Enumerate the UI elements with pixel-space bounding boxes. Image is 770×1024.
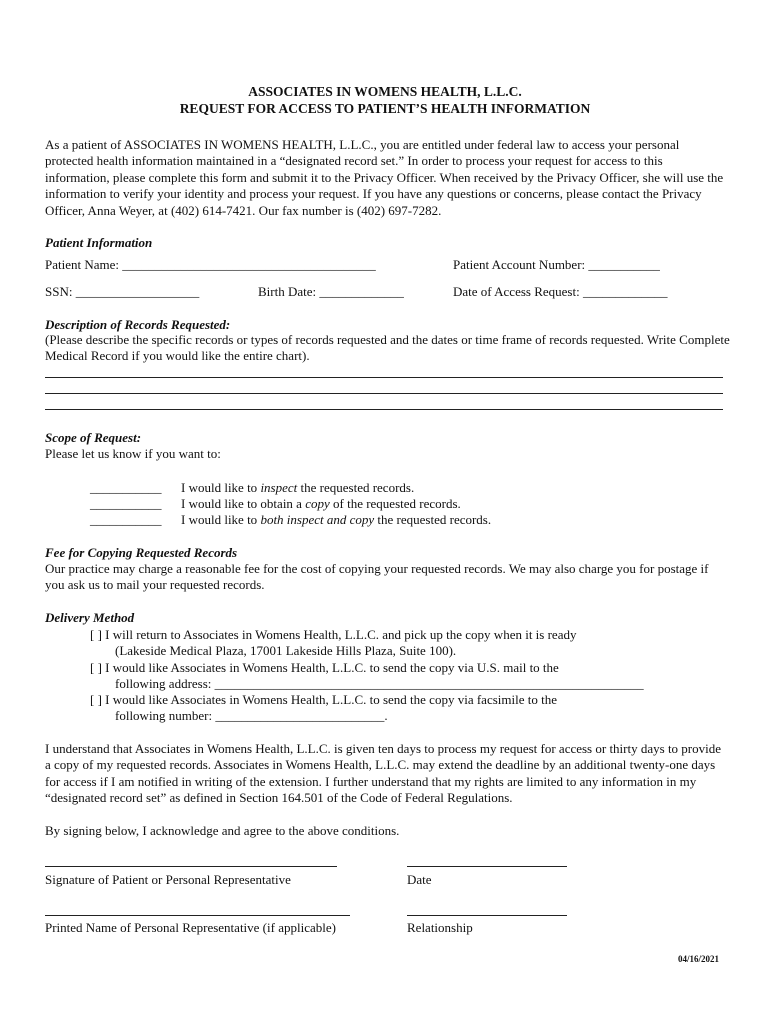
patient-name-field[interactable]: Patient Name: _______________________________________ — [45, 257, 376, 272]
records-heading: Description of Records Requested: — [45, 317, 231, 332]
birth-date-field[interactable]: Birth Date: _____________ — [258, 284, 404, 299]
date-label: Date — [407, 872, 432, 887]
acknowledge-text: By signing below, I acknowledge and agree to the above conditions. — [45, 823, 400, 838]
delivery-fax-number-field[interactable]: following number: __________________________. — [115, 708, 388, 723]
scope-intro: Please let us know if you want to: — [45, 446, 221, 461]
scope-option-both-blank[interactable]: ___________ — [90, 512, 162, 527]
form-subtitle: REQUEST FOR ACCESS TO PATIENT’S HEALTH INFORMATION — [179, 101, 591, 116]
scope-heading: Scope of Request: — [45, 430, 142, 445]
delivery-option-pickup[interactable]: [ ] I will return to Associates in Womens Health, L.L.C. and pick up the copy when it is ready — [90, 627, 577, 642]
scope-option-copy: I would like to obtain a copy of the requested records. — [181, 496, 461, 511]
form-title: ASSOCIATES IN WOMENS HEALTH, L.L.C. — [248, 84, 522, 99]
delivery-heading: Delivery Method — [45, 610, 135, 625]
relationship-line[interactable] — [407, 915, 567, 916]
delivery-pickup-address: (Lakeside Medical Plaza, 17001 Lakeside Hills Plaza, Suite 100). — [115, 643, 457, 658]
scope-option-copy-blank[interactable]: ___________ — [90, 496, 162, 511]
scope-option-both: I would like to both inspect and copy the requested records. — [181, 512, 492, 527]
intro-paragraph: As a patient of ASSOCIATES IN WOMENS HEALTH, L.L.C., you are entitled under federal law to access your personal protected health information maintained in a “designated record set.” In order to process your request for access to this information, please complete this form and submit it to the Privacy Officer. When received by the Privacy Officer, she will use the information to verify your identity and process your request. If you have any questions or concerns, please contact the Privacy Officer, Anna Weyer, at (402) 614-7421. Our fax number is (402) 697-7282. — [45, 137, 724, 218]
access-date-field[interactable]: Date of Access Request: _____________ — [453, 284, 668, 299]
fee-heading: Fee for Copying Requested Records — [45, 545, 238, 560]
understand-paragraph: I understand that Associates in Womens Health, L.L.C. is given ten days to process my request for access or thirty days to provide a copy of my requested records. Associates in Womens Health, L.L.C. may extend the deadline by an additional twenty-one days for access if I am notified in writing of the extension. I further understand that my rights are limited to any information in my “designated record set” as defined in Section 164.501 of the Code of Federal Regulations. — [45, 741, 722, 806]
records-line-1[interactable] — [45, 377, 723, 378]
records-line-3[interactable] — [45, 409, 723, 410]
delivery-option-fax[interactable]: [ ] I would like Associates in Womens Health, L.L.C. to send the copy via facsimile to the — [90, 692, 557, 707]
ssn-field[interactable]: SSN: ___________________ — [45, 284, 200, 299]
records-instructions: (Please describe the specific records or types of records requested and the dates or time frame of records requested. Write Complete Medical Record if you would like the entire chart). — [45, 332, 730, 364]
records-line-2[interactable] — [45, 393, 723, 394]
fee-text: Our practice may charge a reasonable fee for the cost of copying your requested records. We may also charge you for postage if you ask us to mail your requested records. — [45, 561, 709, 593]
patient-account-field[interactable]: Patient Account Number: ___________ — [453, 257, 660, 272]
delivery-mail-address-field[interactable]: following address: __________________________________________________________________ — [115, 676, 644, 691]
signature-line[interactable] — [45, 866, 337, 867]
date-line[interactable] — [407, 866, 567, 867]
scope-option-inspect-blank[interactable]: ___________ — [90, 480, 162, 495]
delivery-option-mail[interactable]: [ ] I would like Associates in Womens Health, L.L.C. to send the copy via U.S. mail to the — [90, 660, 559, 675]
patient-info-heading: Patient Information — [45, 235, 153, 250]
printed-name-label: Printed Name of Personal Representative (if applicable) — [45, 920, 336, 935]
signature-label: Signature of Patient or Personal Representative — [45, 872, 291, 887]
revision-date: 04/16/2021 — [678, 954, 720, 964]
printed-name-line[interactable] — [45, 915, 350, 916]
scope-option-inspect: I would like to inspect the requested records. — [181, 480, 415, 495]
relationship-label: Relationship — [407, 920, 473, 935]
